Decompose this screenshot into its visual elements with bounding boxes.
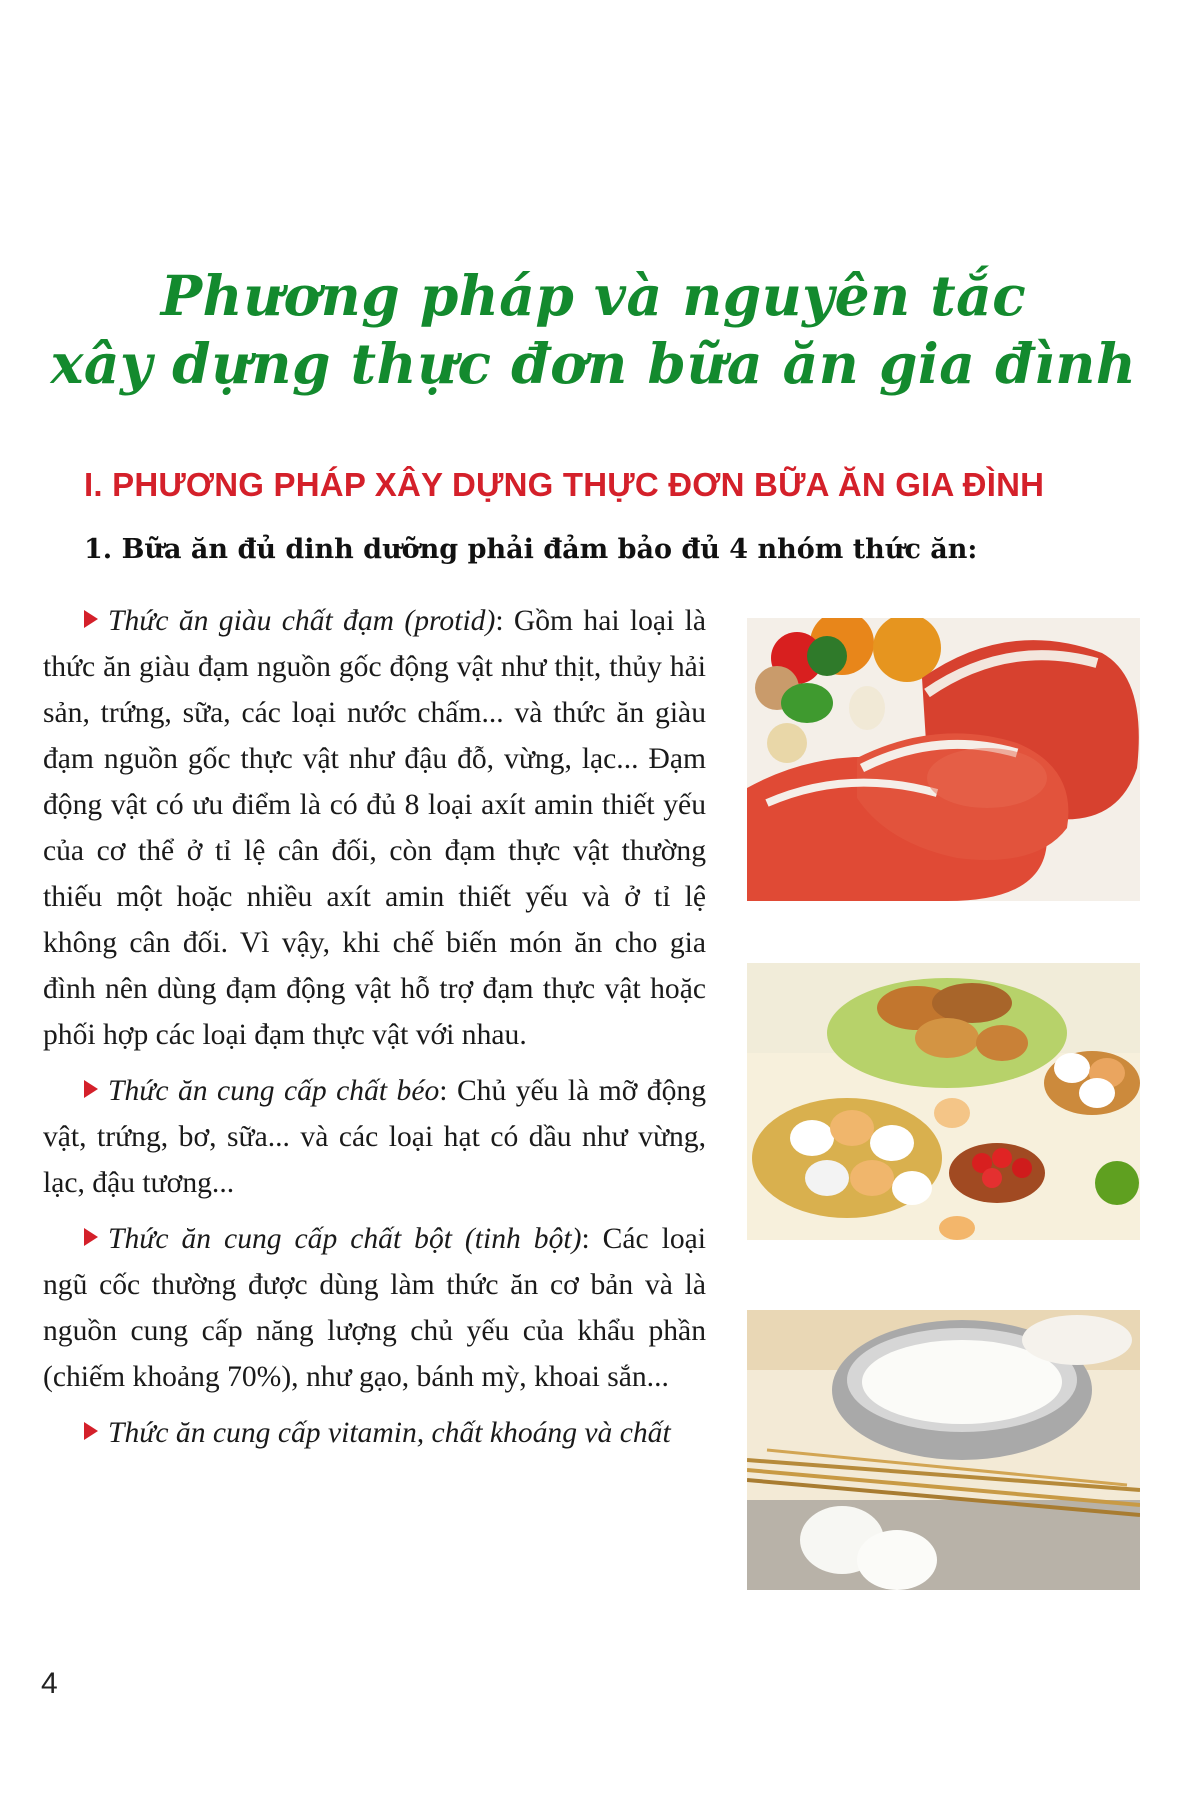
section-heading: I. PHƯƠNG PHÁP XÂY DỰNG THỰC ĐƠN BỮA ĂN GIA ĐÌNH [84, 466, 1045, 503]
paragraph-fat [43, 1068, 706, 1206]
paragraph-vitamin [43, 1410, 706, 1456]
paragraph-label: Thức ăn cung cấp vitamin, chất khoáng và chất [108, 1417, 671, 1449]
paragraph-text: : Chủ yếu là mỡ động vật, trứng, bơ, sữa... và các loại hạt có dầu như vừng, lạc, đậu tương... [43, 1075, 706, 1199]
bullet-triangle-icon [84, 1080, 98, 1098]
body-text [43, 598, 706, 1466]
flour-wheat-photo [747, 1310, 1140, 1590]
page-title-line-2: xây dựng thực đơn bữa ăn gia đình [50, 331, 1137, 396]
bullet-triangle-icon [84, 610, 98, 628]
page-number: 4 [41, 1667, 58, 1700]
paragraph-label: Thức ăn cung cấp chất bột (tinh bột) [108, 1223, 582, 1255]
paragraph-starch [43, 1216, 706, 1400]
page-title-line-1: Phương pháp và nguyên tắc [160, 263, 1027, 328]
sub-heading: 1. Bữa ăn đủ dinh dưỡng phải đảm bảo đủ 4 nhóm thức ăn: [84, 534, 978, 565]
page-title [0, 262, 1187, 398]
bread-eggs-photo [747, 963, 1140, 1240]
paragraph-protein [43, 598, 706, 1058]
paragraph-text: : Các loại ngũ cốc thường được dùng làm thức ăn cơ bản và là nguồn cung cấp năng lượng chủ yếu của khẩu phần (chiếm khoảng 70%), như gạo, bánh mỳ, khoai sắn... [43, 1223, 707, 1393]
paragraph-label: Thức ăn giàu chất đạm (protid) [108, 605, 496, 637]
paragraph-label: Thức ăn cung cấp chất béo [108, 1075, 440, 1107]
paragraph-text: : Gồm hai loại là thức ăn giàu đạm nguồn gốc động vật như thịt, thủy hải sản, trứng, sữa, các loại nước chấm... và thức ăn giàu đạm nguồn gốc thực vật như đậu đỗ, vừng, lạc... Đạm động vật có ưu điểm là có đủ 8 loại axít amin thiết yếu của cơ thể ở tỉ lệ cân đối, còn đạm thực vật thường thiếu một hoặc nhiều axít amin thiết yếu và ở tỉ lệ không cân đối. Vì vậy, khi chế biến món ăn cho gia đình nên dùng đạm động vật hỗ trợ đạm thực vật hoặc phối hợp các loại đạm thực vật với nhau. [43, 605, 706, 1051]
meat-photo [747, 618, 1140, 901]
bullet-triangle-icon [84, 1422, 98, 1440]
bullet-triangle-icon [84, 1228, 98, 1246]
